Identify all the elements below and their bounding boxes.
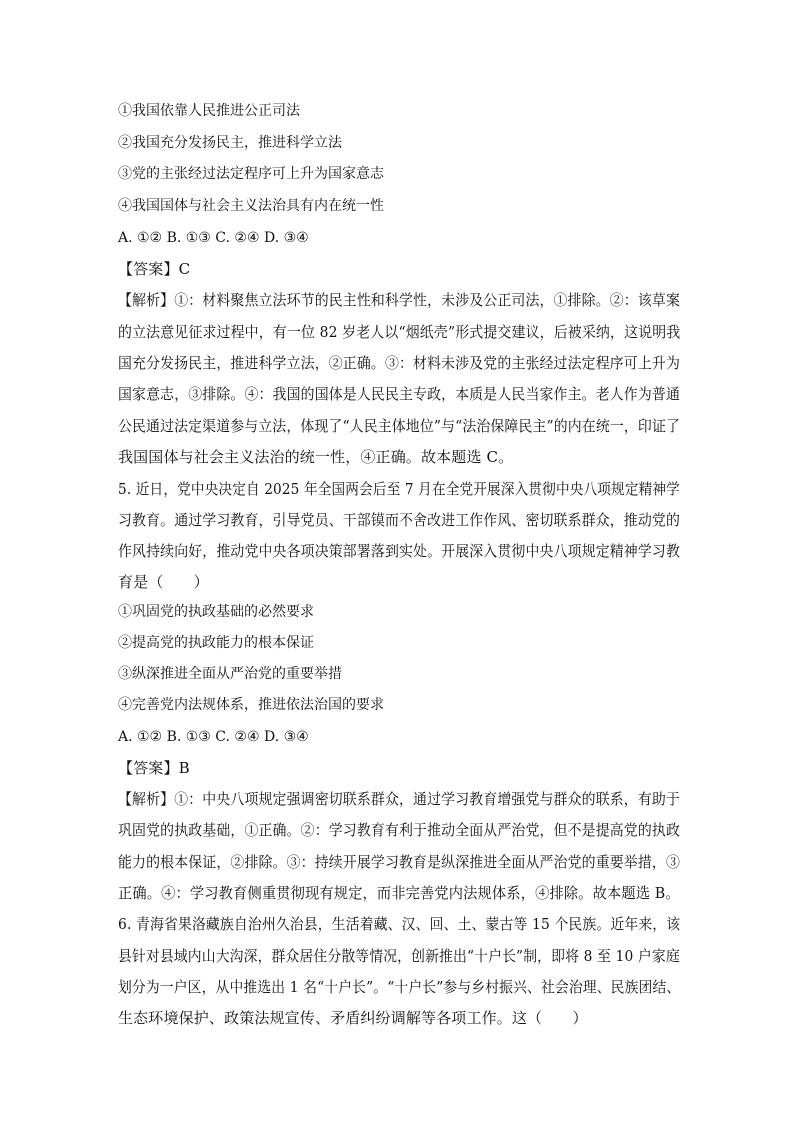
- q4-analysis-line-3: 国充分发扬民主，推进科学立法，②正确。③：材料未涉及党的主张经过法定程序可上升为: [118, 354, 681, 372]
- q5-stem-line-4: 育是（ ）: [118, 573, 209, 591]
- q6-stem-line-2: 县针对县域内山大沟深，群众居住分散等情况，创新推出“十户长”制，即将 8 至 10 户家庭: [118, 947, 680, 965]
- q5-stem-line-2: 习教育。通过学习教育，引导党员、干部镆而不舍改进工作作风、密切联系群众，推动党的: [118, 511, 681, 529]
- q4-answer: 【答案】C: [118, 260, 191, 278]
- q4-option-4: ④我国国体与社会主义法治具有内在统一性: [118, 198, 384, 214]
- q5-option-2: ②提高党的执政能力的根本保证: [118, 635, 314, 651]
- q5-option-1: ①巩固党的执政基础的必然要求: [118, 604, 314, 620]
- q4-analysis-line-1: 【解析】①：材料聚焦立法环节的民主性和科学性，未涉及公正司法，①排除。②：该草案: [118, 291, 681, 309]
- q5-choices: A. ①② B. ①③ C. ②④ D. ③④: [118, 729, 309, 745]
- q4-analysis-line-2: 的立法意见征求过程中，有一位 82 岁老人以“烟纸壳”形式提交建议，后被采纳，这说明我: [118, 323, 681, 341]
- q5-analysis-line-1: 【解析】①：中央八项规定强调密切联系群众，通过学习教育增强党与群众的联系，有助于: [118, 790, 681, 808]
- q4-option-2: ②我国充分发扬民主，推进科学立法: [118, 135, 342, 151]
- q4-analysis-line-4: 国家意志，③排除。④：我国的国体是人民民主专政，本质是人民当家作主。老人作为普通: [118, 385, 681, 403]
- q5-answer: 【答案】B: [118, 759, 190, 777]
- q4-choices: A. ①② B. ①③ C. ②④ D. ③④: [118, 230, 309, 246]
- q5-option-3: ③纵深推进全面从严治党的重要举措: [118, 666, 342, 682]
- q5-stem-line-1: 5. 近日，党中央决定自 2025 年全国两会后至 7 月在全党开展深入贯彻中央八项规定精神学: [118, 480, 680, 498]
- q6-stem-line-3: 划分为一户区，从中推选出 1 名“十户长”。“十户长”参与乡村振兴、社会治理、民族团结、: [118, 978, 681, 996]
- q5-analysis-line-4: 正确。④：学习教育侧重贯彻现有规定，而非完善党内法规体系，④排除。故本题选 B。: [118, 884, 680, 902]
- q4-option-3: ③党的主张经过法定程序可上升为国家意志: [118, 166, 384, 182]
- q5-option-4: ④完善党内法规体系，推进依法治国的要求: [118, 697, 384, 713]
- q5-stem-line-3: 作风持续向好，推动党中央各项决策部署落到实处。开展深入贯彻中央八项规定精神学习教: [118, 542, 681, 560]
- q4-analysis-line-5: 公民通过法定渠道参与立法，体现了“人民主体地位”与“法治保障民主”的内在统一，印证了: [118, 417, 681, 435]
- q4-option-1: ①我国依靠人民推进公正司法: [118, 103, 300, 119]
- q5-analysis-line-2: 巩固党的执政基础，①正确。②：学习教育有利于推动全面从严治党，但不是提高党的执政: [118, 821, 681, 839]
- q4-analysis-line-6: 我国国体与社会主义法治的统一性，④正确。故本题选 C。: [118, 448, 514, 466]
- q6-stem-line-1: 6. 青海省果洛藏族自治州久治县，生活着藏、汉、回、土、蒙古等 15 个民族。近年来，该: [118, 915, 681, 933]
- q6-stem-line-4: 生态环境保护、政策法规宣传、矛盾纠纷调解等各项工作。这（ ）: [118, 1009, 588, 1027]
- q5-analysis-line-3: 能力的根本保证，②排除。③：持续开展学习教育是纵深推进全面从严治党的重要举措，③: [118, 853, 681, 871]
